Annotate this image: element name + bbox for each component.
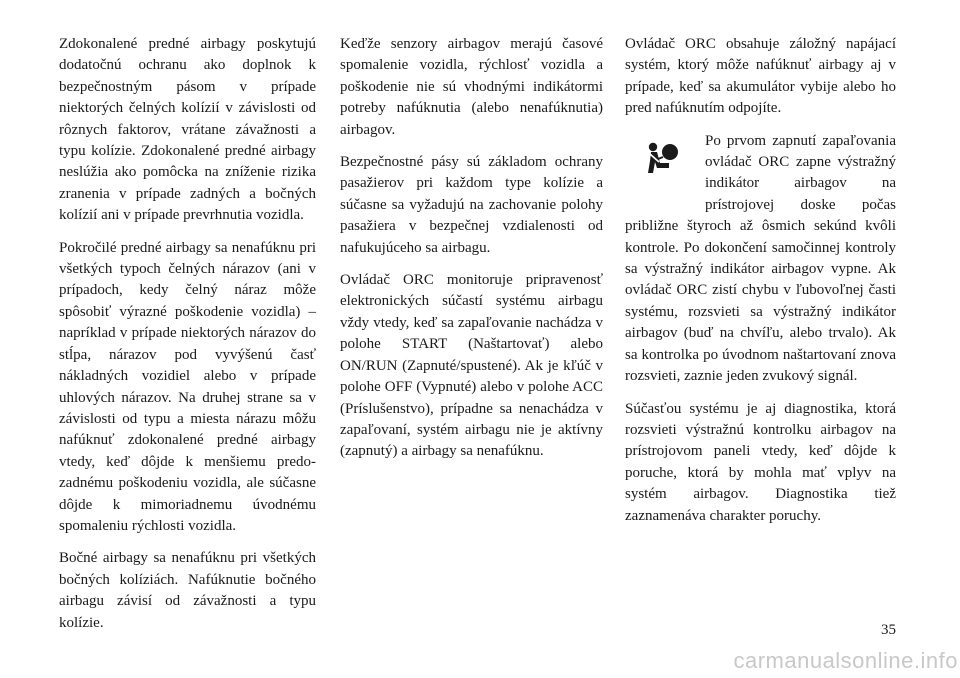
paragraph-side-airbags: Bočné airbagy sa nenafúknu pri všetkých bočných kolíziách. Nafúknutie bočného airbagu závisí od závažnosti a typu kolízie. (59, 550, 316, 631)
airbag-warning-icon (625, 133, 699, 199)
text-column-middle (340, 34, 603, 474)
paragraph-orc-backup-power: Ovládač ORC obsahuje záložný napájací systém, ktorý môže nafúknuť airbagy aj v prípade, keď sa akumulátor vybije alebo ho pred nafúknutím odpojíte. (625, 36, 896, 117)
paragraph-orc-monitoring: Ovládač ORC monitoruje pripravenosť elektronických súčastí systému airbagu vždy vtedy, keď sa zapaľovanie nachádza v polohe START (Naštartovať) alebo ON/RUN (Zapnuté/spustené). Ak je kľúč v polohe OFF (Vypnuté) alebo v polohe ACC (Príslušenstvo), prípadne sa nenachádza v zapaľovaní, systém airbagu nie je aktívny (zapnutý) a airbagy sa nenafúknu. (340, 272, 603, 460)
watermark-logo: carmanualsonline.info (733, 648, 958, 673)
text-column-right (625, 34, 896, 538)
airbag-warning-text: Po prvom zapnutí zapaľovania ovládač ORC zapne výstražný indikátor airbagov na prístrojovej doske počas približne štyroch až ôsmich sekúnd kvôli kontrole. Po dokončení samočinnej kontroly sa výstražný indikátor airbagov vypne. Ak ovládač ORC zistí chybu v ľubovoľnej časti systému, rozsvieti sa výstražný indikátor airbagov (buď na chvíľu, alebo trvalo). Ak sa kontrolka po úvodnom naštartovaní znova rozsvieti, zaznie jeden zvukový signál. (625, 132, 896, 385)
airbag-warning-icon-graphic (642, 141, 682, 181)
paragraph-airbag-warning-light (625, 131, 896, 388)
paragraph-diagnostics: Súčasťou systému je aj diagnostika, ktorá rozsvieti výstražnú kontrolku airbagov na prístrojovom paneli vtedy, keď dôjde k poruche, ktorá by mohla mať vplyv na systém airbagov. Diagnostika tiež zaznamenáva charakter poruchy. (625, 400, 896, 524)
paragraph-seat-belts: Bezpečnostné pásy sú základom ochrany pasažierov pri každom type kolízie a súčasne sa vyžadujú na zachovanie polohy pasažiera v bezpečnej vzdialenosti od nafukujúceho sa airbagu. (340, 154, 603, 256)
paragraph-airbag-sensors: Keďže senzory airbagov merajú časové spomalenie vozidla, rýchlosť vozidla a poškodenie nie sú vhodnými indikátormi potreby nafúknutia (alebo nenafúknutia) airbagov. (340, 36, 603, 138)
page-number: 35 (881, 622, 896, 638)
text-column-left (59, 34, 316, 645)
paragraph-advanced-front-airbags: Zdokonalené predné airbagy poskytujú dodatočnú ochranu ako doplnok k bezpečnostným pásom v prípade niektorých čelných kolízií v závislosti od rôznych faktorov, vrátane závažnosti a typu kolízie. Zdokonalené predné airbagy neslúžia ako pomôcka na zníženie rizika zranenia v prípade zadných a bočných kolízií ani v prípade prevrhnutia vozidla. (59, 36, 316, 224)
paragraph-front-airbag-deployment: Pokročilé predné airbagy sa nenafúknu pri všetkých typoch čelných nárazov (ani v prípadoch, kedy čelný náraz môže spôsobiť výrazné poškodenie vozidla) – napríklad v prípade niektorých nárazov do stĺpa, nárazov pod vyvýšenú časť nákladných vozidiel alebo v prípade uhlových nárazov. Na druhej strane sa v závislosti od typu a miesta nárazu môžu nafúknuť zdokonalené predné airbagy vtedy, keď dôjde k menšiemu predo-zadnému poškodeniu vozidla, ale súčasne dôjde k mimoriadnemu úvodnému spomaleniu rýchlosti vozidla. (59, 239, 316, 534)
